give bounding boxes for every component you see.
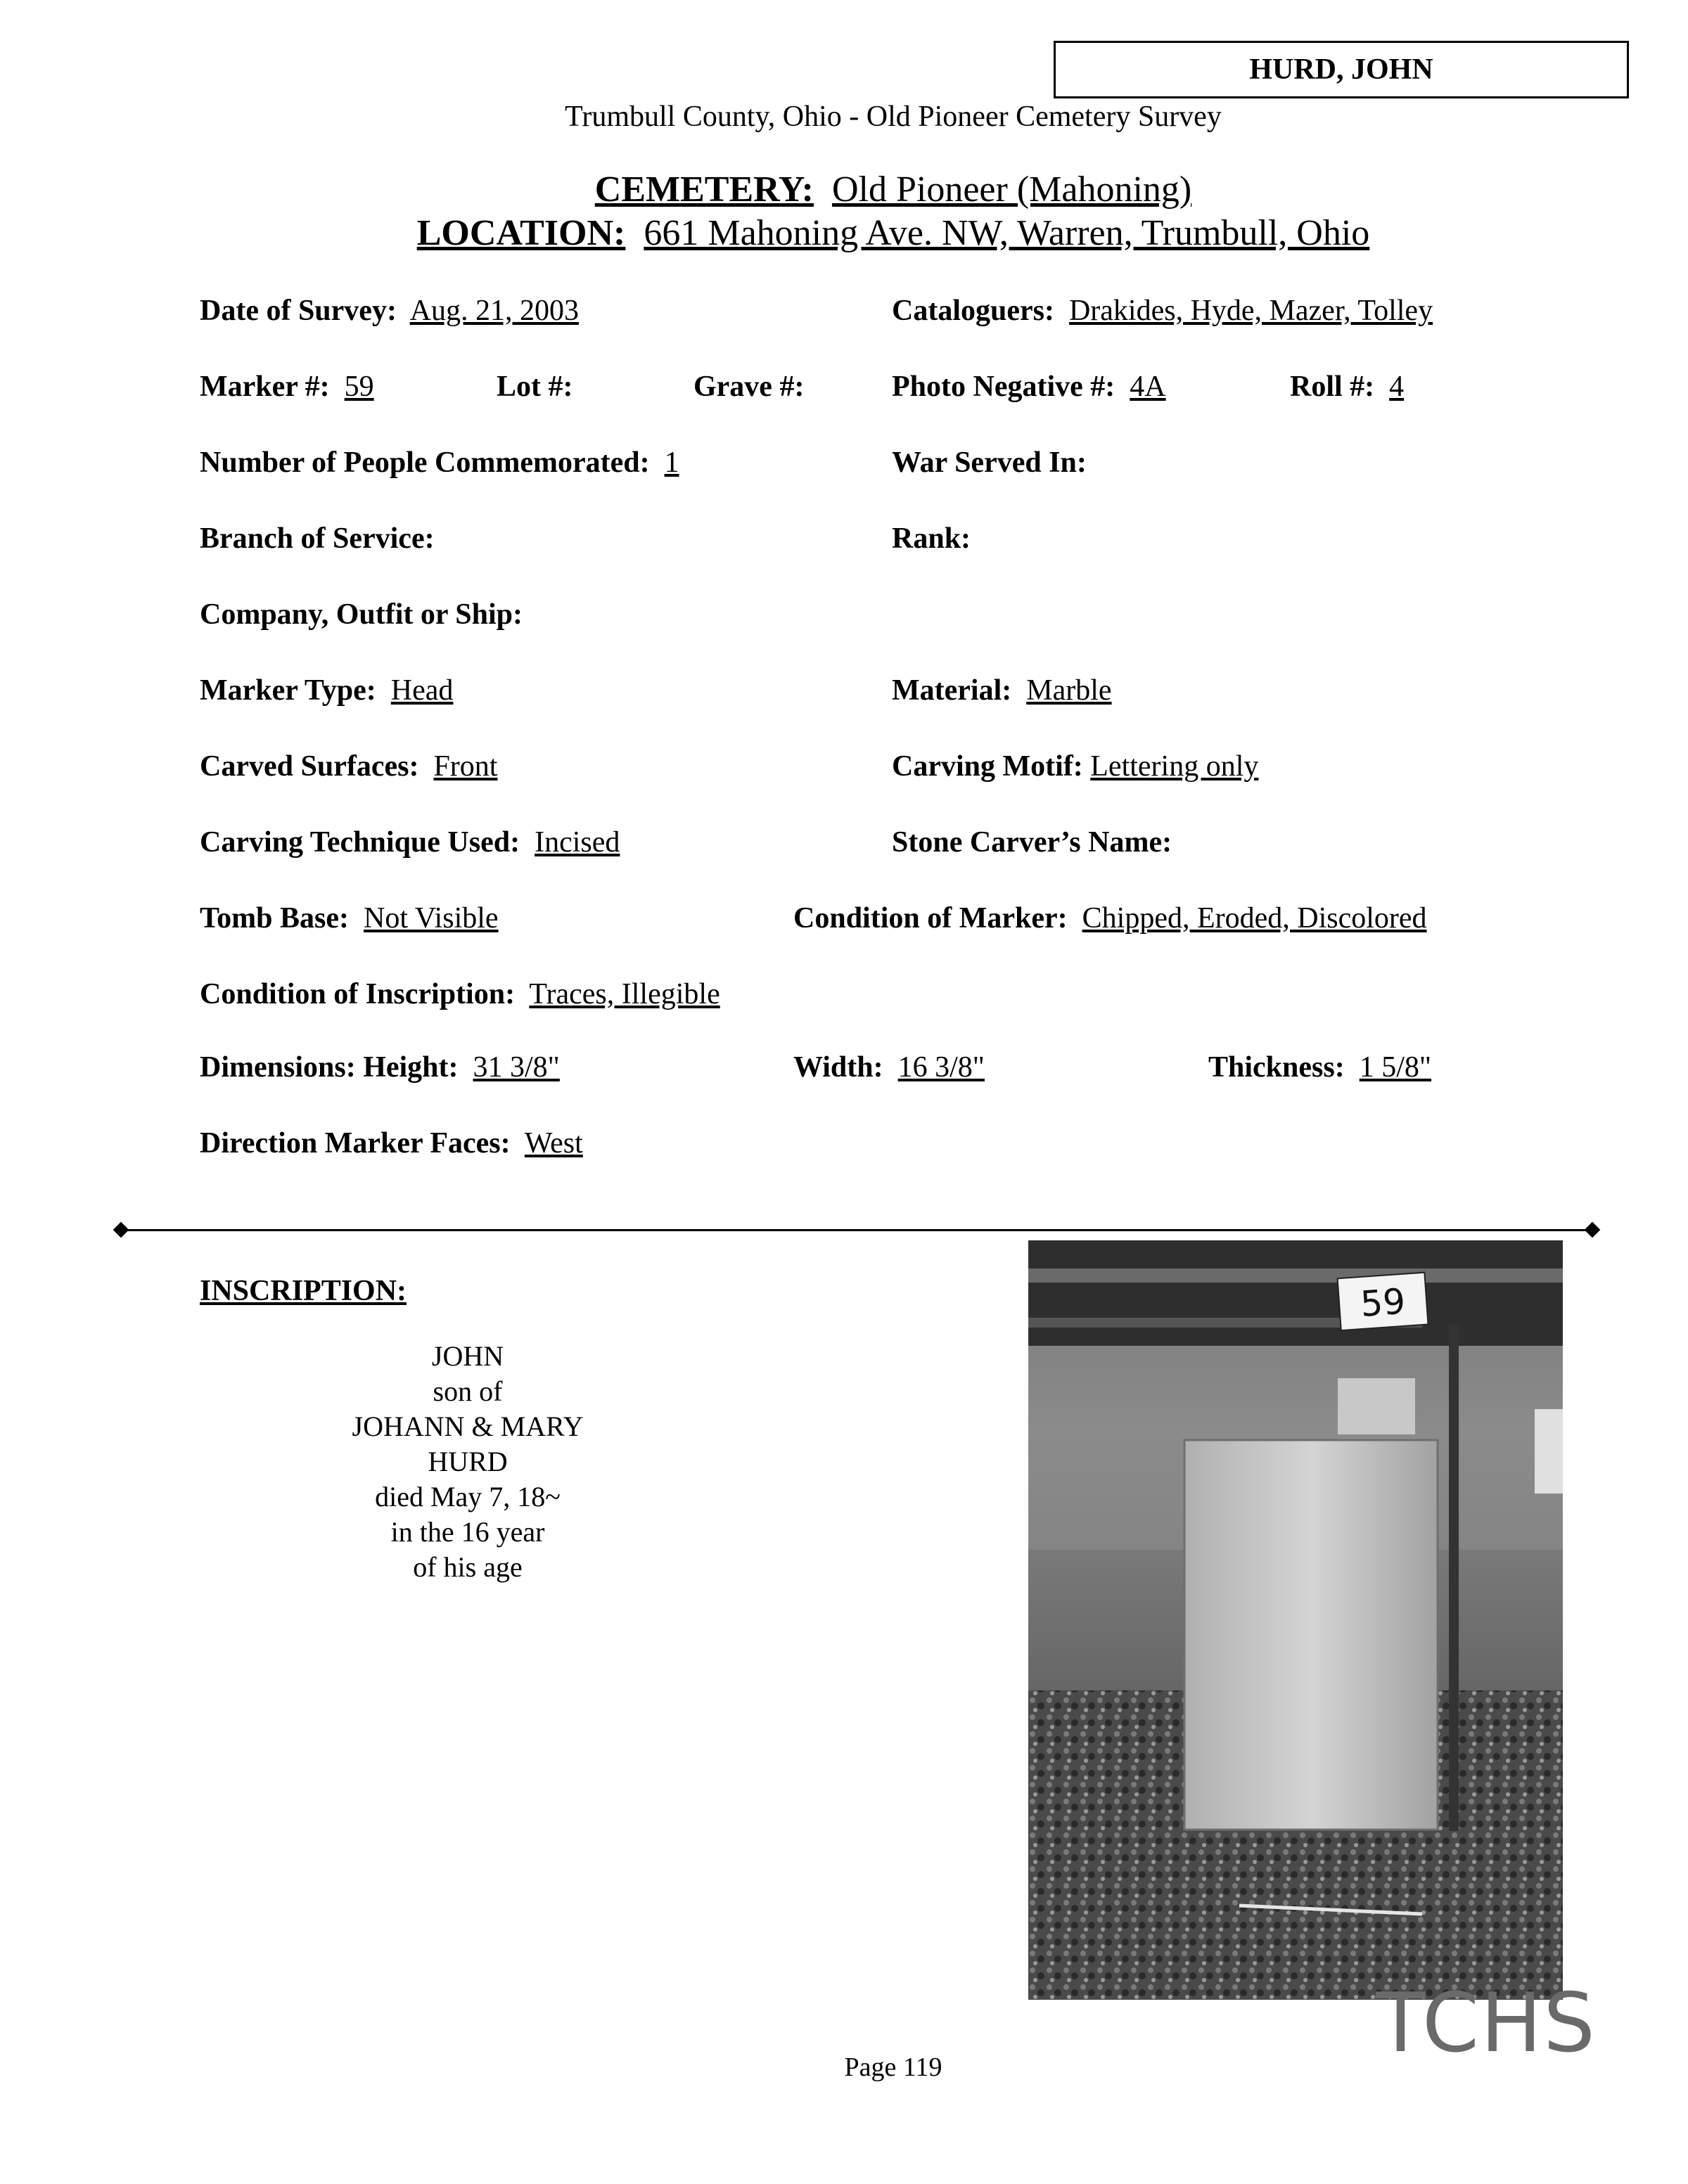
field-value: Drakides, Hyde, Mazer, Tolley bbox=[1068, 295, 1433, 327]
field-label: Marker #: bbox=[200, 371, 330, 403]
divider-right-diamond bbox=[1585, 1222, 1601, 1238]
inscription-line: in the 16 year bbox=[390, 1516, 545, 1548]
field-marker-type bbox=[200, 674, 453, 707]
field-label: Width: bbox=[793, 1051, 883, 1084]
field-dimension-height bbox=[200, 1051, 560, 1084]
field-label: Date of Survey: bbox=[200, 295, 397, 327]
field-label: Condition of Marker: bbox=[793, 902, 1068, 934]
field-value: Front bbox=[433, 750, 498, 783]
field-label: Condition of Inscription: bbox=[200, 978, 516, 1010]
field-label: Direction Marker Faces: bbox=[200, 1127, 511, 1160]
photo-number-card bbox=[1338, 1273, 1428, 1330]
field-grave-number bbox=[693, 370, 804, 404]
field-label: Company, Outfit or Ship: bbox=[200, 598, 523, 631]
field-value: Traces, Illegible bbox=[529, 978, 720, 1010]
cemetery-heading bbox=[0, 169, 1688, 210]
field-carved-surfaces bbox=[200, 750, 497, 783]
cemetery-value: Old Pioneer (Mahoning) bbox=[831, 169, 1192, 210]
divider-left-diamond bbox=[113, 1222, 129, 1238]
photo-side-stone bbox=[1535, 1409, 1563, 1494]
field-dimension-width bbox=[793, 1051, 985, 1084]
field-label: Grave #: bbox=[693, 371, 805, 403]
field-value: Not Visible bbox=[364, 902, 499, 934]
field-label: Lot #: bbox=[497, 371, 573, 403]
inscription-line: son of bbox=[433, 1375, 503, 1407]
inscription-line: JOHANN & MARY bbox=[352, 1411, 584, 1442]
field-label: Number of People Commemorated: bbox=[200, 447, 650, 479]
field-value: 4 bbox=[1389, 371, 1405, 403]
survey-title: Trumbull County, Ohio - Old Pioneer Cemetery Survey bbox=[565, 101, 1222, 133]
field-cataloguers bbox=[892, 294, 1433, 328]
field-label: Photo Negative #: bbox=[892, 371, 1115, 403]
field-label: Carving Motif: bbox=[892, 750, 1083, 783]
location-heading bbox=[0, 212, 1688, 254]
field-condition-of-marker bbox=[793, 901, 1427, 935]
field-people-commemorated bbox=[200, 446, 679, 480]
photo-rear-stone bbox=[1338, 1378, 1415, 1434]
field-company bbox=[200, 598, 523, 631]
field-value: Aug. 21, 2003 bbox=[409, 295, 579, 327]
field-stone-carver bbox=[892, 826, 1172, 859]
field-label: Thickness: bbox=[1208, 1051, 1345, 1084]
field-value: Incised bbox=[535, 826, 620, 859]
cemetery-label: CEMETERY: bbox=[594, 169, 814, 210]
field-label: Marker Type: bbox=[200, 674, 376, 707]
photo-measuring-stick bbox=[1449, 1325, 1459, 1831]
page-number: Page 119 bbox=[844, 2053, 942, 2082]
field-value: 1 bbox=[664, 447, 679, 479]
field-value: Marble bbox=[1026, 674, 1112, 707]
inscription-title: INSCRIPTION: bbox=[200, 1275, 407, 1307]
field-value: West bbox=[524, 1127, 583, 1160]
field-photo-negative bbox=[892, 370, 1166, 404]
field-value: Head bbox=[390, 674, 454, 707]
field-lot-number bbox=[497, 370, 573, 404]
photo-trees bbox=[1028, 1240, 1563, 1346]
location-value: 661 Mahoning Ave. NW, Warren, Trumbull, Ohio bbox=[644, 213, 1370, 253]
field-material bbox=[892, 674, 1112, 707]
tchs-watermark: TCHS bbox=[1376, 1976, 1597, 2071]
field-label: Rank: bbox=[892, 522, 971, 555]
field-value: 31 3/8" bbox=[473, 1051, 560, 1084]
inscription-line: died May 7, 18~ bbox=[375, 1481, 561, 1512]
record-name-box bbox=[1054, 41, 1629, 98]
field-rank bbox=[892, 522, 971, 555]
number-card-text: 59 bbox=[1359, 1280, 1407, 1325]
field-label: Tomb Base: bbox=[200, 902, 349, 934]
inscription-line: of his age bbox=[413, 1551, 523, 1583]
field-value: 4A bbox=[1130, 371, 1166, 403]
inscription-line: JOHN bbox=[431, 1340, 504, 1372]
location-label: LOCATION: bbox=[416, 213, 626, 253]
field-label: Material: bbox=[892, 674, 1012, 707]
field-label: War Served In: bbox=[892, 447, 1087, 479]
photo-fence bbox=[1028, 1268, 1563, 1283]
field-label: Roll #: bbox=[1290, 371, 1375, 403]
gravestone-photo bbox=[1028, 1240, 1563, 2000]
field-condition-of-inscription bbox=[200, 977, 720, 1011]
field-value: 59 bbox=[344, 371, 374, 403]
field-value: 16 3/8" bbox=[897, 1051, 985, 1084]
field-war-served bbox=[892, 446, 1087, 480]
field-dimension-thickness bbox=[1208, 1051, 1431, 1084]
field-label: Carving Technique Used: bbox=[200, 826, 520, 859]
field-carving-motif bbox=[892, 750, 1258, 783]
photo-headstone bbox=[1184, 1440, 1438, 1830]
field-tomb-base bbox=[200, 901, 499, 935]
field-roll-number bbox=[1290, 370, 1404, 404]
field-value: Lettering only bbox=[1090, 750, 1259, 783]
record-name: HURD, JOHN bbox=[1249, 53, 1433, 86]
field-value: Chipped, Eroded, Discolored bbox=[1082, 902, 1427, 934]
field-label: Stone Carver’s Name: bbox=[892, 826, 1172, 859]
field-label: Cataloguers: bbox=[892, 295, 1054, 327]
field-label: Branch of Service: bbox=[200, 522, 435, 555]
section-divider bbox=[121, 1229, 1598, 1231]
field-direction-faces bbox=[200, 1126, 583, 1160]
field-label: Carved Surfaces: bbox=[200, 750, 419, 783]
field-date-of-survey bbox=[200, 294, 579, 328]
inscription-text bbox=[295, 1339, 640, 1585]
field-carving-technique bbox=[200, 826, 620, 859]
field-branch-of-service bbox=[200, 522, 435, 555]
field-label: Dimensions: Height: bbox=[200, 1051, 459, 1084]
field-marker-number bbox=[200, 370, 374, 404]
inscription-line: HURD bbox=[428, 1446, 508, 1477]
field-value: 1 5/8" bbox=[1359, 1051, 1432, 1084]
